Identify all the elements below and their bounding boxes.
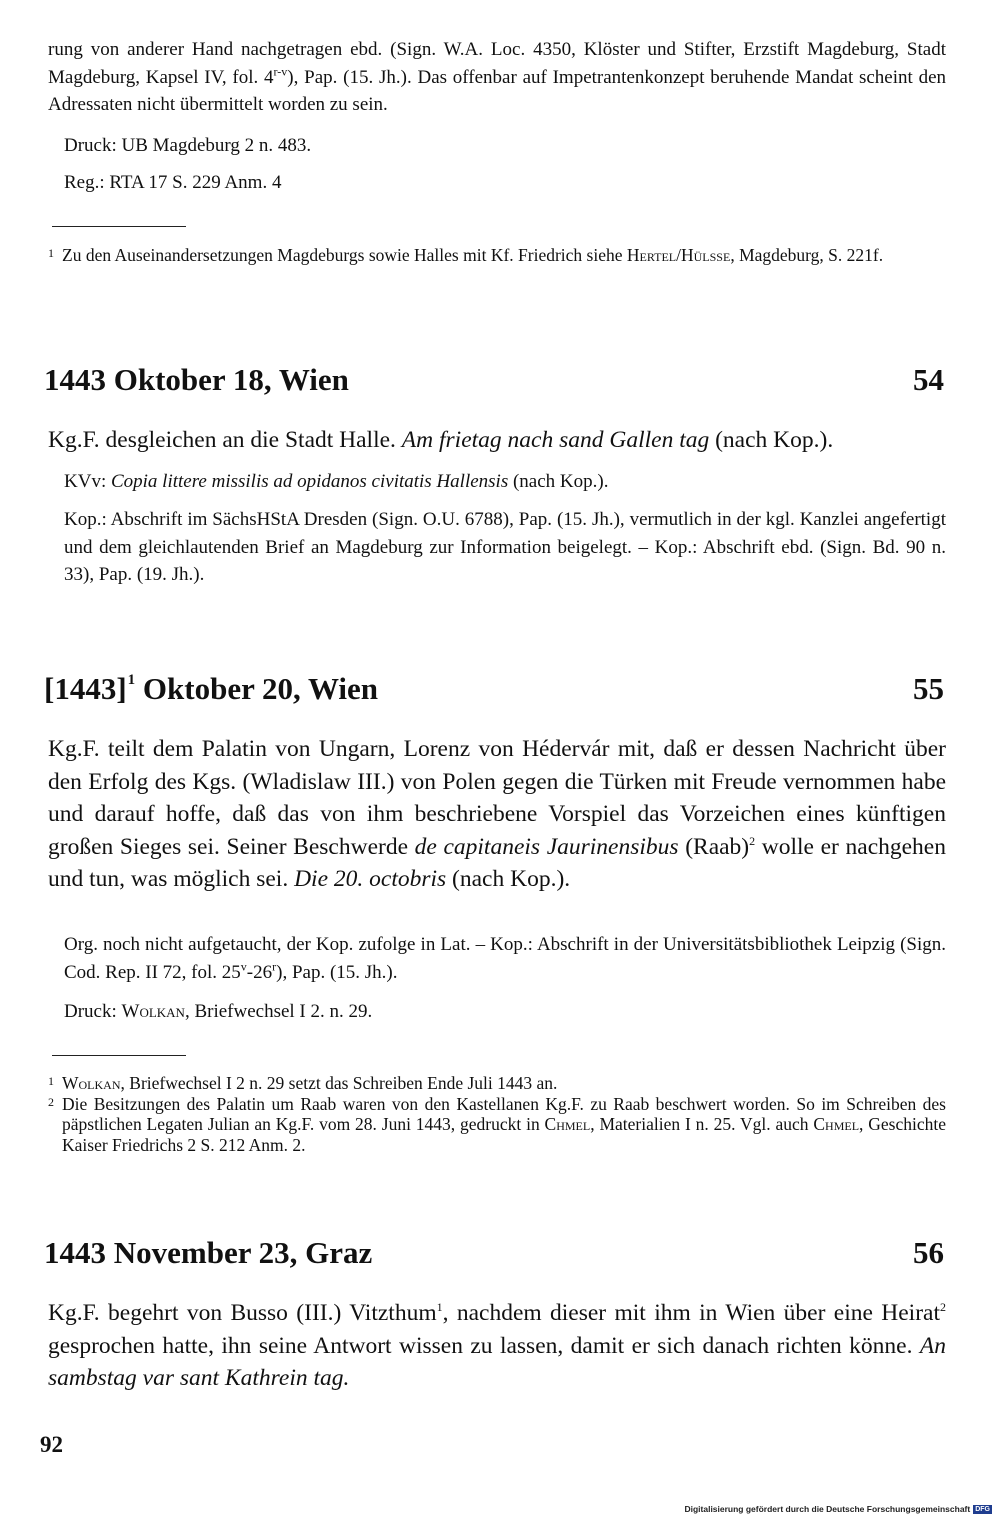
footnote-2: 2 Die Besitzungen des Palatin um Raab waren von den Kastellanen Kg.F. zu Raab beschwert worden. So im Schreiben des päpstlichen Legaten Julian an Kg.F. vom 28. Juni 1443, gedruckt in Chmel, Materialien I n. 25. Vgl. auch Chmel, Geschichte Kaiser Friedrichs 2 S. 212 Anm. 2.	[48, 1093, 946, 1155]
footnote-block-55	[48, 1073, 946, 1155]
footnote-1: 1 Wolkan, Briefwechsel I 2 n. 29 setzt das Schreiben Ende Juli 1443 an.	[48, 1073, 558, 1093]
continuation-paragraph: rung von anderer Hand nachgetragen ebd. (Sign. W.A. Loc. 4350, Klöster und Stifter, Erzstift Magdeburg, Stadt Magdeburg, Kapsel IV, fol. 4$^{r-v}$), Pap. (15. Jh.). Das offenbar auf Impetrantenkonzept beruhende Mandat scheint den Adressaten nicht übermittelt worden zu sein.	[48, 39, 946, 115]
entry-54-number: 54	[913, 362, 944, 397]
entry-54-heading	[44, 362, 944, 402]
entry-55-number: 55	[913, 671, 944, 706]
entry-55-org: Org. noch nicht aufgetaucht, der Kop. zufolge in Lat. – Kop.: Abschrift in der Universitätsbibliothek Leipzig (Sign. Cod. Rep. II 72, fol. 25$^v$-26$^r$), Pap. (15. Jh.).	[64, 934, 946, 983]
entry-55-regest: Kg.F. teilt dem Palatin von Ungarn, Lorenz von Hédervár mit, daß er dessen Nachricht über den Erfolg des Kgs. (Wladislaw III.) von Polen gegen die Türken mit Freude vernommen habe und darauf hoffe, daß das von ihm beschriebene Vorspiel das Vorzeichen eines künftigen großen Sieges sei. Seiner Beschwerde de capitaneis Jaurinensibus (Raab)$^2$ wolle er nachgehen und tun, was möglich sei. Die 20. octobris (nach Kop.).	[48, 736, 946, 892]
entry-54-date: 1443 Oktober 18, Wien	[44, 362, 349, 397]
footnote-divider	[52, 1055, 186, 1056]
entry-54-kop: Kop.: Abschrift im SächsHStA Dresden (Sign. O.U. 6788), Pap. (15. Jh.), vermutlich in der kgl. Kanzlei angefertigt und dem gleichlautenden Brief an Magdeburg zur Information beigelegt. – Kop.: Abschrift ebd. (Sign. Bd. 90 n. 33), Pap. (19. Jh.).	[64, 509, 946, 585]
entry-54-kvv: KVv: Copia littere missilis ad opidanos civitatis Hallensis (nach Kop.).	[64, 471, 609, 492]
dfg-logo-icon: DFG	[975, 1505, 990, 1513]
entry-56-date: 1443 November 23, Graz	[44, 1235, 373, 1270]
entry-55-druck: Druck: Wolkan, Briefwechsel I 2. n. 29.	[64, 1001, 373, 1022]
druck-line: Druck: UB Magdeburg 2 n. 483.	[64, 135, 312, 156]
reg-line: Reg.: RTA 17 S. 229 Anm. 4	[64, 172, 282, 193]
entry-54-regest: Kg.F. desgleichen an die Stadt Halle. Am frietag nach sand Gallen tag (nach Kop.).	[48, 427, 834, 453]
footnote-1: 1 Zu den Auseinandersetzungen Magdeburgs sowie Halles mit Kf. Friedrich siehe Hertel/Hülsse, Magdeburg, S. 221f.	[48, 245, 884, 265]
credit-text: Digitalisierung gefördert durch die Deutsche Forschungsgemeinschaft	[684, 1504, 971, 1514]
page-number: 92	[40, 1432, 63, 1457]
entry-56-regest: Kg.F. begehrt von Busso (III.) Vitzthum$^1$, nachdem dieser mit ihm in Wien über eine Heirat$^2$ gesprochen hatte, ihn seine Antwort wissen zu lassen, damit er sich danach richten könne. An sambstag var sant Kathrein tag.	[48, 1300, 946, 1391]
footnote-block-top	[48, 245, 946, 266]
footnote-divider	[52, 226, 186, 227]
entry-56-number: 56	[913, 1235, 944, 1270]
entry-55-heading	[44, 671, 944, 711]
entry-55-date: $[1443]^1$ Oktober 20, Wien	[44, 671, 379, 706]
entry-56-heading	[44, 1235, 944, 1275]
digitization-credit	[684, 1504, 992, 1514]
